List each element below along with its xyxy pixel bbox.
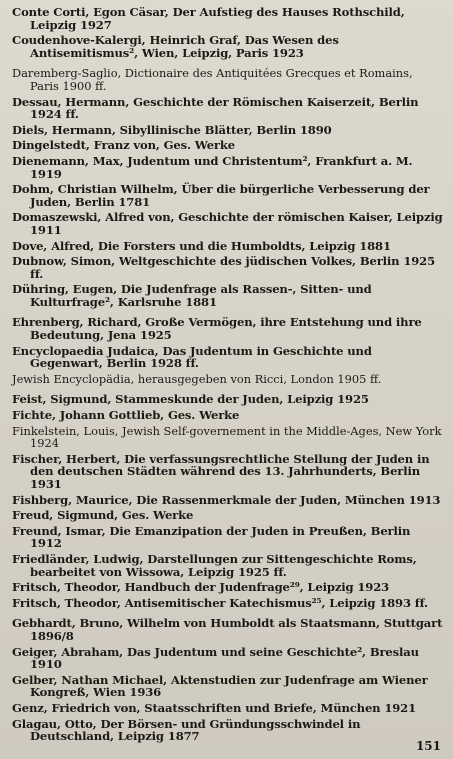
bibliography-entry: Diels, Hermann, Sibyllinische Blätter, Berlin 1890 <box>12 122 332 137</box>
bibliography-entry: Feist, Sigmund, Stammeskunde der Juden, Leipzig 1925 <box>12 392 369 407</box>
bibliography-entry: Gelber, Nathan Michael, Aktenstudien zur Judenfrage am Wiener Kongreß, Wien 1936 <box>12 672 428 700</box>
bibliography-entry: Friedländer, Ludwig, Darstellungen zur Sittengeschichte Roms, bearbeitet von Wissowa, Leipzig 1925 ff. <box>12 551 417 579</box>
bibliography-entry: Dove, Alfred, Die Forsters und die Humboldts, Leipzig 1881 <box>12 238 391 253</box>
bibliography-entry: Fritsch, Theodor, Handbuch der Judenfrage²⁹, Leipzig 1923 <box>12 580 390 595</box>
bibliography-entry: Ehrenberg, Richard, Große Vermögen, ihre Entstehung und ihre Bedeutung, Jena 1925 <box>12 315 422 343</box>
bibliography-entry: Conte Corti, Egon Cäsar, Der Aufstieg des Hauses Rothschild, Leipzig 1927 <box>12 5 405 32</box>
bibliography-entry: Dingelstedt, Franz von, Ges. Werke <box>12 138 235 153</box>
bibliography-entry: Daremberg-Saglio, Dictionaire des Antiquitées Grecques et Romains, Paris 1900 ff. <box>12 66 413 93</box>
bibliography-entry: Fritsch, Theodor, Antisemitischer Katechismus²⁵, Leipzig 1893 ff. <box>12 595 428 610</box>
bibliography-entry: Fischer, Herbert, Die verfassungsrechtliche Stellung der Juden in den deutschen Städten während des 13. Jahrhunderts, Berlin 1931 <box>12 451 430 491</box>
bibliography-entry: Freud, Sigmund, Ges. Werke <box>12 508 194 523</box>
bibliography-list <box>12 6 444 746</box>
bibliography-entry: Domaszewski, Alfred von, Geschichte der römischen Kaiser, Leipzig 1911 <box>12 210 443 237</box>
bibliography-entry: Fishberg, Maurice, Die Rassenmerkmale der Juden, München 1913 <box>12 492 441 507</box>
bibliography-entry: Coudenhove-Kalergi, Heinrich Graf, Das Wesen des Antisemitismus², Wien, Leipzig, Paris 1923 <box>12 33 339 60</box>
bibliography-entry: Dessau, Hermann, Geschichte der Römischen Kaiserzeit, Berlin 1924 ff. <box>12 94 419 122</box>
bibliography-entry: Dohm, Christian Wilhelm, Über die bürgerliche Verbesserung der Juden, Berlin 1781 <box>12 182 430 209</box>
bibliography-entry: Jewish Encyclopädia, herausgegeben von Ricci, London 1905 ff. <box>12 371 382 386</box>
bibliography-entry: Fichte, Johann Gottlieb, Ges. Werke <box>12 408 240 423</box>
bibliography-entry: Encyclopaedia Judaica, Das Judentum in Geschichte und Gegenwart, Berlin 1928 ff. <box>12 343 372 371</box>
bibliography-entry: Dühring, Eugen, Die Judenfrage als Rassen-, Sitten- und Kulturfrage², Karlsruhe 1881 <box>12 282 372 309</box>
bibliography-entry: Glagau, Otto, Der Börsen- und Gründungsschwindel in Deutschland, Leipzig 1877 <box>12 716 361 744</box>
bibliography-entry: Freund, Ismar, Die Emanzipation der Juden in Preußen, Berlin 1912 <box>12 523 411 551</box>
bibliography-entry: Dienemann, Max, Judentum und Christentum², Frankfurt a. M. 1919 <box>12 153 413 181</box>
bibliography-entry: Finkelstein, Louis, Jewish Self-governement in the Middle-Ages, New York 1924 <box>12 423 442 451</box>
bibliography-entry: Genz, Friedrich von, Staatsschriften und Briefe, München 1921 <box>12 700 417 715</box>
bibliography-entry: Dubnow, Simon, Weltgeschichte des jüdischen Volkes, Berlin 1925 ff. <box>12 254 435 281</box>
bibliography-entry: Geiger, Abraham, Das Judentum und seine Geschichte², Breslau 1910 <box>12 644 419 672</box>
page-number: 151 <box>415 739 441 753</box>
bibliography-entry: Gebhardt, Bruno, Wilhelm von Humboldt als Staatsmann, Stuttgart 1896/8 <box>12 616 443 643</box>
